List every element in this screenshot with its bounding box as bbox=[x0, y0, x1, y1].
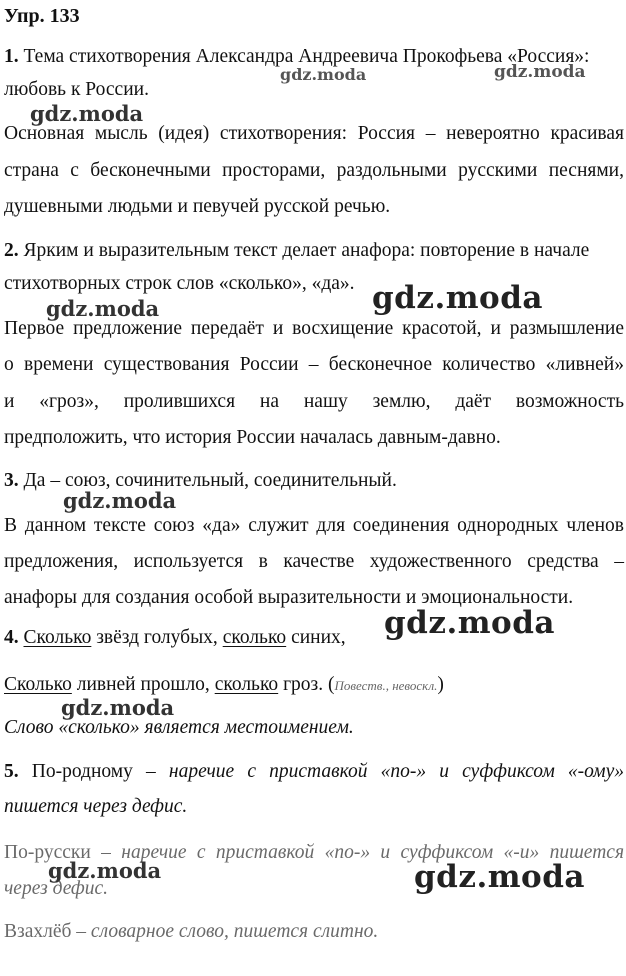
word: По-родному bbox=[31, 761, 133, 782]
watermark: gdz.moda bbox=[372, 280, 543, 316]
item-number: 1. bbox=[4, 46, 19, 67]
underlined-word: сколько bbox=[214, 674, 279, 695]
text: синих, bbox=[286, 627, 346, 648]
watermark: gdz.moda bbox=[494, 62, 586, 82]
text: гроз. ( bbox=[278, 674, 335, 695]
word: Взахлёб bbox=[4, 921, 72, 942]
explanation: через дефис. bbox=[4, 878, 108, 899]
word: По-русски bbox=[4, 842, 91, 863]
explanation: наречие с приставкой «по-» и суффиксом «-ому» bbox=[168, 761, 625, 782]
explanation: пишется через дефис. bbox=[4, 796, 188, 817]
dash: – bbox=[71, 921, 91, 942]
watermark: gdz.moda bbox=[280, 65, 367, 84]
text: звёзд голубых, bbox=[91, 627, 223, 648]
paragraph-2-line-1 bbox=[4, 241, 589, 261]
paragraph-3-line-3: предложения, используется в качестве художественного средства – bbox=[4, 551, 624, 572]
item-number: 2. bbox=[4, 240, 19, 261]
paragraph-1-line-5: душевными людьми и певучей русской речью. bbox=[4, 196, 391, 217]
paragraph-2-line-2: стихотворных строк слов «сколько», «да». bbox=[4, 273, 355, 294]
text: Тема стихотворения Александра Андреевича Прокофьева «Россия»: bbox=[23, 46, 590, 67]
explanation: наречие с приставкой «по-» и суффиксом «-и» пишется bbox=[121, 842, 625, 863]
paragraph-4-line-2 bbox=[4, 675, 444, 695]
text: ливней прошло, bbox=[71, 674, 215, 695]
underlined-word: Сколько bbox=[4, 674, 72, 695]
item-number: 5. bbox=[4, 761, 19, 782]
watermark: gdz.moda bbox=[61, 695, 175, 720]
paragraph-2-line-3: Первое предложение передаёт и восхищение красотой, и размышление bbox=[4, 318, 624, 339]
paragraph-5-line-2 bbox=[4, 797, 187, 817]
watermark: gdz.moda bbox=[30, 101, 144, 126]
paragraph-1-line-3: Основная мысль (идея) стихотворения: Россия – невероятно красивая bbox=[4, 123, 624, 144]
watermark: gdz.moda bbox=[63, 488, 177, 513]
paragraph-5-line-5 bbox=[4, 922, 378, 942]
text: Ярким и выразительным текст делает анафора: повторение в начале bbox=[23, 240, 590, 261]
sentence-type-note: Повеств., невоскл. bbox=[334, 678, 438, 693]
paragraph-2-line-6: предположить, что история России началась давным-давно. bbox=[4, 427, 501, 448]
paragraph-1-line-4: страна с бесконечными просторами, раздольными русскими песнями, bbox=[4, 160, 624, 181]
item-number: 4. bbox=[4, 627, 19, 648]
text: Да – союз, сочинительный, соединительный. bbox=[23, 470, 397, 491]
watermark: gdz.moda bbox=[46, 296, 160, 321]
paragraph-2-line-5: и «гроз», пролившихся на нашу землю, даёт возможность bbox=[4, 391, 624, 412]
paragraph-3-line-4: анафоры для создания особой выразительности и эмоциональности. bbox=[4, 587, 574, 608]
watermark: gdz.moda bbox=[48, 858, 162, 883]
paragraph-1-line-2: любовь к России. bbox=[4, 79, 149, 100]
paragraph-4-line-3 bbox=[4, 718, 354, 738]
paragraph-4-line-1 bbox=[4, 628, 346, 648]
conclusion-text: Слово «сколько» является местоимением. bbox=[4, 717, 354, 738]
dash: – bbox=[132, 761, 169, 782]
paragraph-3-line-2: В данном тексте союз «да» служит для соединения однородных членов bbox=[4, 515, 624, 536]
watermark: gdz.moda bbox=[414, 859, 585, 895]
underlined-word: Сколько bbox=[23, 627, 92, 648]
exercise-title: Упр. 133 bbox=[4, 5, 80, 27]
text: ) bbox=[437, 674, 444, 695]
dash: – bbox=[90, 842, 122, 863]
underlined-word: сколько bbox=[222, 627, 287, 648]
watermark: gdz.moda bbox=[384, 605, 555, 641]
paragraph-5-line-1 bbox=[4, 762, 624, 782]
paragraph-2-line-4: о времени существования России – бесконечное количество «ливней» bbox=[4, 354, 624, 375]
item-number: 3. bbox=[4, 470, 19, 491]
explanation: словарное слово, пишется слитно. bbox=[90, 921, 379, 942]
